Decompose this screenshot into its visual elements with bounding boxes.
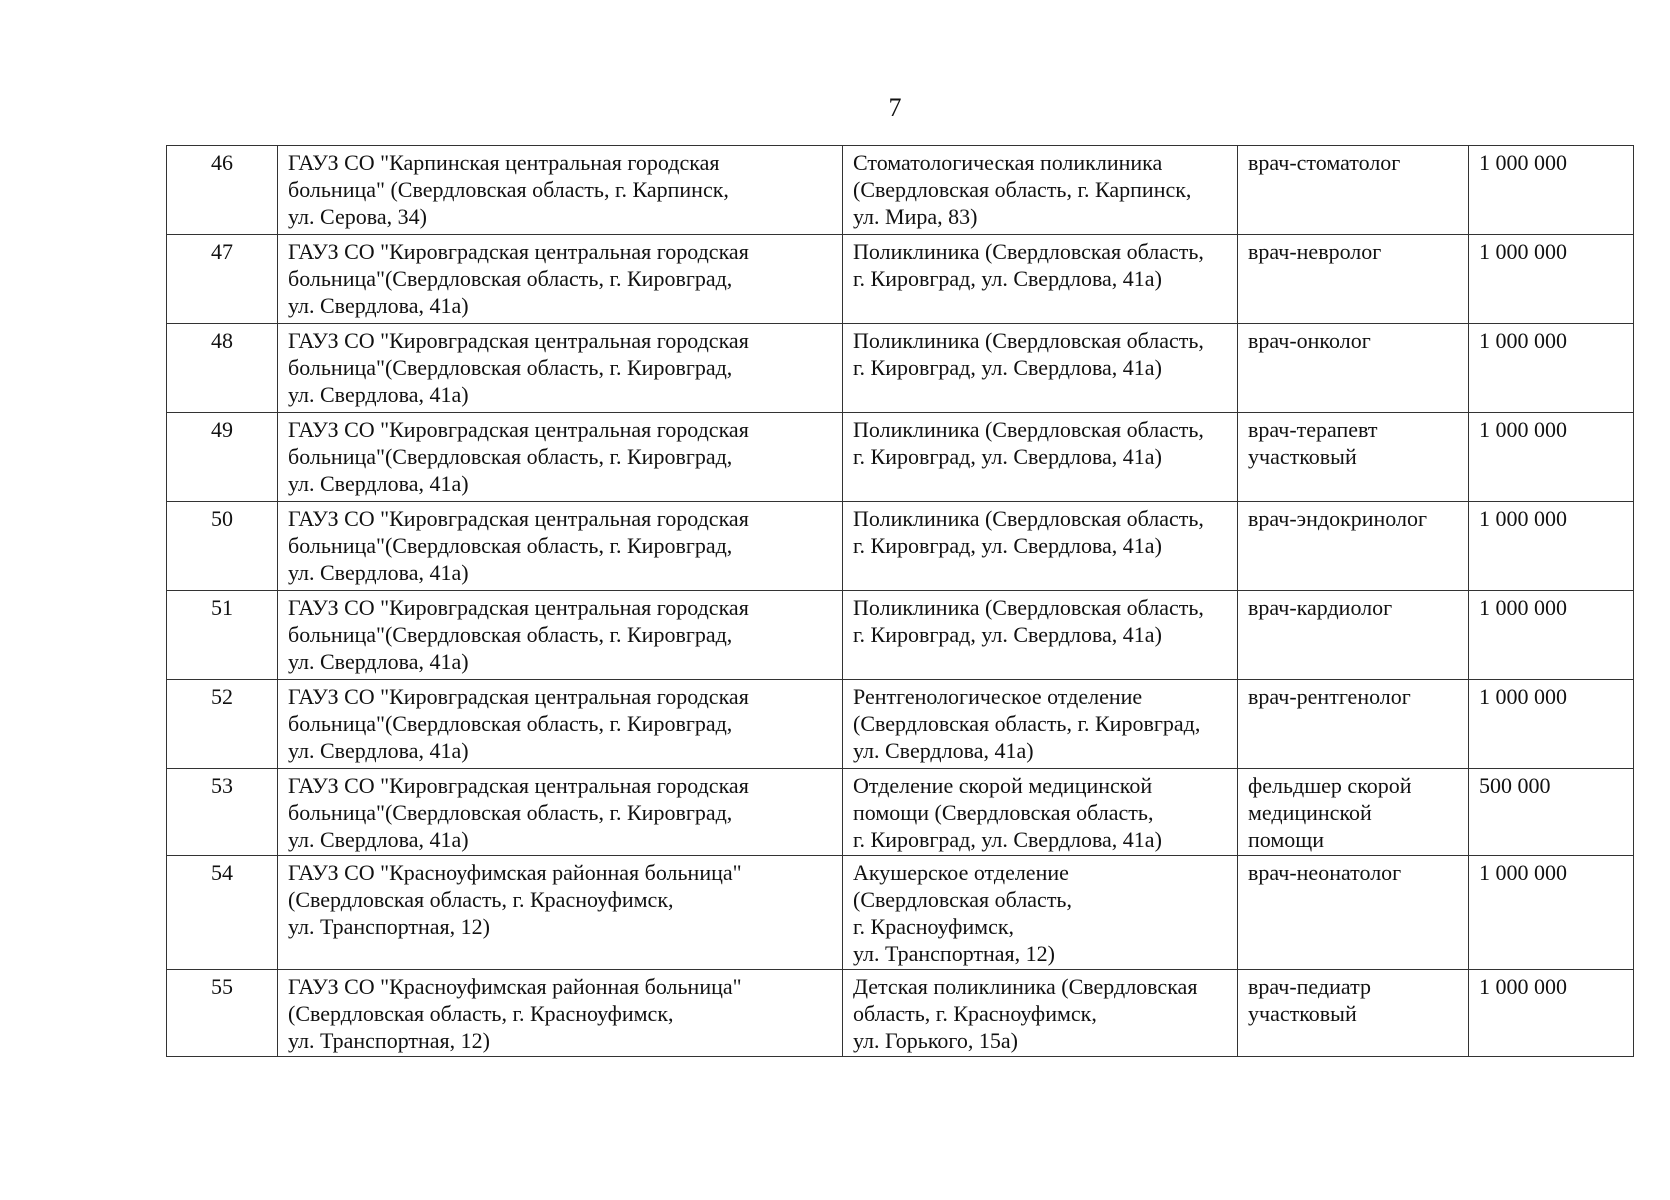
position-cell: врач-педиатр участковый — [1238, 970, 1469, 1057]
organization-cell: ГАУЗ СО "Кировградская центральная городская больница"(Свердловская область, г. Кировград, ул. Свердлова, 41а) — [278, 769, 843, 856]
position-cell: фельдшер скорой медицинской помощи — [1238, 769, 1469, 856]
unit-cell: Стоматологическая поликлиника (Свердловская область, г. Карпинск, ул. Мира, 83) — [843, 146, 1238, 235]
organization-cell: ГАУЗ СО "Кировградская центральная городская больница"(Свердловская область, г. Кировград, ул. Свердлова, 41а) — [278, 413, 843, 502]
table-row — [167, 856, 1634, 970]
position-cell: врач-онколог — [1238, 324, 1469, 413]
table-row — [167, 502, 1634, 591]
amount-cell: 1 000 000 — [1469, 591, 1634, 680]
table-row — [167, 591, 1634, 680]
position-cell: врач-рентгенолог — [1238, 680, 1469, 769]
organization-cell: ГАУЗ СО "Кировградская центральная городская больница"(Свердловская область, г. Кировград, ул. Свердлова, 41а) — [278, 502, 843, 591]
row-number: 51 — [167, 591, 278, 680]
amount-cell: 1 000 000 — [1469, 235, 1634, 324]
page-number: 7 — [888, 93, 902, 122]
organization-cell: ГАУЗ СО "Кировградская центральная городская больница"(Свердловская область, г. Кировград, ул. Свердлова, 41а) — [278, 324, 843, 413]
row-number: 52 — [167, 680, 278, 769]
position-cell: врач-невролог — [1238, 235, 1469, 324]
row-number: 50 — [167, 502, 278, 591]
table-row — [167, 970, 1634, 1057]
table-row — [167, 680, 1634, 769]
table-row — [167, 146, 1634, 235]
unit-cell: Поликлиника (Свердловская область, г. Кировград, ул. Свердлова, 41а) — [843, 502, 1238, 591]
row-number: 48 — [167, 324, 278, 413]
amount-cell: 1 000 000 — [1469, 324, 1634, 413]
amount-cell: 1 000 000 — [1469, 146, 1634, 235]
amount-cell: 1 000 000 — [1469, 856, 1634, 970]
amount-cell: 500 000 — [1469, 769, 1634, 856]
unit-cell: Акушерское отделение (Свердловская область, г. Красноуфимск, ул. Транспортная, 12) — [843, 856, 1238, 970]
unit-cell: Отделение скорой медицинской помощи (Свердловская область, г. Кировград, ул. Свердлова, 41а) — [843, 769, 1238, 856]
row-number: 47 — [167, 235, 278, 324]
table-row — [167, 235, 1634, 324]
position-cell: врач-терапевт участковый — [1238, 413, 1469, 502]
unit-cell: Поликлиника (Свердловская область, г. Кировград, ул. Свердлова, 41а) — [843, 324, 1238, 413]
amount-cell: 1 000 000 — [1469, 413, 1634, 502]
unit-cell: Рентгенологическое отделение (Свердловская область, г. Кировград, ул. Свердлова, 41а) — [843, 680, 1238, 769]
unit-cell: Поликлиника (Свердловская область, г. Кировград, ул. Свердлова, 41а) — [843, 235, 1238, 324]
row-number: 54 — [167, 856, 278, 970]
amount-cell: 1 000 000 — [1469, 970, 1634, 1057]
organization-cell: ГАУЗ СО "Кировградская центральная городская больница"(Свердловская область, г. Кировград, ул. Свердлова, 41а) — [278, 680, 843, 769]
row-number: 49 — [167, 413, 278, 502]
position-cell: врач-стоматолог — [1238, 146, 1469, 235]
table-row — [167, 413, 1634, 502]
position-cell: врач-неонатолог — [1238, 856, 1469, 970]
vacancy-table — [166, 145, 1634, 1057]
table-body — [167, 146, 1634, 1057]
amount-cell: 1 000 000 — [1469, 680, 1634, 769]
organization-cell: ГАУЗ СО "Красноуфимская районная больница" (Свердловская область, г. Красноуфимск, ул. Транспортная, 12) — [278, 856, 843, 970]
organization-cell: ГАУЗ СО "Кировградская центральная городская больница"(Свердловская область, г. Кировград, ул. Свердлова, 41а) — [278, 235, 843, 324]
unit-cell: Поликлиника (Свердловская область, г. Кировград, ул. Свердлова, 41а) — [843, 413, 1238, 502]
table-row — [167, 769, 1634, 856]
organization-cell: ГАУЗ СО "Красноуфимская районная больница" (Свердловская область, г. Красноуфимск, ул. Транспортная, 12) — [278, 970, 843, 1057]
row-number: 55 — [167, 970, 278, 1057]
unit-cell: Поликлиника (Свердловская область, г. Кировград, ул. Свердлова, 41а) — [843, 591, 1238, 680]
position-cell: врач-эндокринолог — [1238, 502, 1469, 591]
unit-cell: Детская поликлиника (Свердловская область, г. Красноуфимск, ул. Горького, 15а) — [843, 970, 1238, 1057]
amount-cell: 1 000 000 — [1469, 502, 1634, 591]
position-cell: врач-кардиолог — [1238, 591, 1469, 680]
table-row — [167, 324, 1634, 413]
row-number: 46 — [167, 146, 278, 235]
row-number: 53 — [167, 769, 278, 856]
organization-cell: ГАУЗ СО "Карпинская центральная городская больница" (Свердловская область, г. Карпинск, ул. Серова, 34) — [278, 146, 843, 235]
organization-cell: ГАУЗ СО "Кировградская центральная городская больница"(Свердловская область, г. Кировград, ул. Свердлова, 41а) — [278, 591, 843, 680]
